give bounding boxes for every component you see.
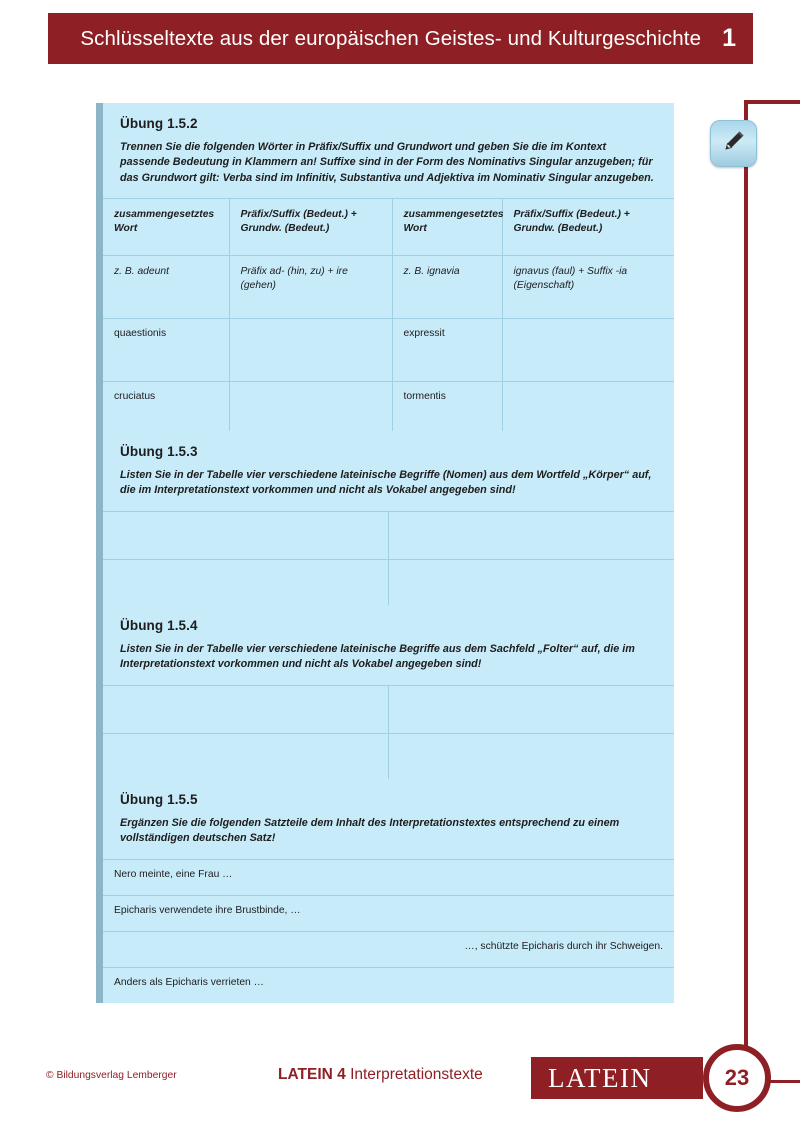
sentence-cell[interactable]: Nero meinte, eine Frau …: [103, 859, 674, 895]
table-header-row: [103, 198, 674, 255]
exercise-box-1-5-5: [96, 779, 674, 1003]
table-cell: quaestionis: [103, 318, 229, 381]
latein-logo-text: LATEIN: [548, 1062, 652, 1093]
exercise-table-1-5-3: [103, 511, 674, 607]
answer-cell[interactable]: [103, 511, 388, 559]
table-cell: tormentis: [392, 381, 502, 444]
exercise-title: Übung 1.5.3: [120, 444, 198, 459]
page-title: Schlüsseltexte aus der europäischen Geistes- und Kulturgeschichte: [80, 26, 702, 50]
table-cell: cruciatus: [103, 381, 229, 444]
answer-cell[interactable]: [103, 559, 388, 607]
sentence-cell[interactable]: …, schützte Epicharis durch ihr Schweigen.: [103, 931, 674, 967]
exercise-instruction: Listen Sie in der Tabelle vier verschiedene lateinische Begriffe aus dem Sachfeld „Folter“ auf, die im Interpretationstext vorkommen und nicht als Vokabel angegeben sind!: [120, 643, 635, 671]
answer-cell[interactable]: [103, 733, 388, 781]
page-number-badge: [703, 1044, 771, 1112]
sentence-row: [103, 967, 674, 1003]
table-cell: ignavus (faul) + Suffix -ia (Eigenschaft): [502, 255, 674, 318]
exercise-instruction: Ergänzen Sie die folgenden Satzteile dem Inhalt des Interpretationstextes entsprechend zu einem vollständigen deutschen Satz!: [120, 817, 620, 845]
table-row: [103, 685, 674, 733]
exercise-title: Übung 1.5.4: [120, 618, 198, 633]
table-cell: z. B. ignavia: [392, 255, 502, 318]
series-label-bold: LATEIN 4: [278, 1066, 346, 1083]
pencil-icon-chip: [710, 120, 757, 167]
sentence-row: [103, 931, 674, 967]
exercise-instruction: Trennen Sie die folgenden Wörter in Präfix/Suffix und Grundwort und geben Sie die im Kontext passende Bedeutung in Klammern an! Suffixe sind in der Form des Nominativs Singular anzugeben; für das Grundwort gilt: Verba sind im Infinitiv, Substantiva und Adjektiva im Nominativ Singular anzugeben.: [120, 141, 654, 184]
margin-rule-top: [744, 100, 800, 104]
exercise-header-1-5-2: [103, 103, 674, 198]
exercise-table-1-5-5: [103, 859, 674, 1003]
column-header: zusammengesetztes Wort: [103, 198, 229, 255]
exercise-title: Übung 1.5.5: [120, 792, 198, 807]
page-number: 23: [724, 1065, 750, 1090]
answer-cell[interactable]: [388, 511, 674, 559]
series-label-light: Interpretationstexte: [350, 1066, 483, 1083]
exercise-box-1-5-2: [96, 103, 674, 444]
answer-cell[interactable]: [388, 559, 674, 607]
margin-rule-vertical: [744, 100, 748, 1065]
exercise-table-1-5-2: [103, 198, 674, 444]
exercise-header-1-5-4: [103, 605, 674, 685]
answer-cell[interactable]: [502, 318, 674, 381]
column-header: Präfix/Suffix (Bedeut.) + Grundw. (Bedeut.): [229, 198, 392, 255]
margin-rule-bottom: [770, 1080, 800, 1083]
exercise-header-1-5-3: [103, 431, 674, 511]
table-cell: z. B. adeunt: [103, 255, 229, 318]
table-row: [103, 511, 674, 559]
exercise-instruction: Listen Sie in der Tabelle vier verschiedene lateinische Begriffe (Nomen) aus dem Wortfeld „Körper“ auf, die im Interpretationstext vorkommen und nicht als Vokabel angegeben sind!: [120, 469, 652, 497]
copyright-text: © Bildungsverlag Lemberger: [46, 1070, 177, 1081]
table-row: [103, 255, 674, 318]
sentence-cell[interactable]: Anders als Epicharis verrieten …: [103, 967, 674, 1003]
sentence-row: [103, 895, 674, 931]
table-cell: expressit: [392, 318, 502, 381]
table-cell: Präfix ad- (hin, zu) + ire (gehen): [229, 255, 392, 318]
table-row: [103, 318, 674, 381]
page-header-band: [48, 13, 753, 64]
answer-cell[interactable]: [388, 685, 674, 733]
sentence-cell[interactable]: Epicharis verwendete ihre Brustbinde, …: [103, 895, 674, 931]
latein-logo: [531, 1057, 703, 1099]
exercise-header-1-5-5: [103, 779, 674, 859]
exercise-box-1-5-4: [96, 605, 674, 781]
series-label: [278, 1066, 483, 1084]
answer-cell[interactable]: [388, 733, 674, 781]
chapter-number: 1: [722, 24, 736, 52]
exercise-box-1-5-3: [96, 431, 674, 607]
exercise-title: Übung 1.5.2: [120, 116, 198, 131]
table-row: [103, 733, 674, 781]
answer-cell[interactable]: [229, 318, 392, 381]
sentence-row: [103, 859, 674, 895]
pencil-icon: [720, 127, 748, 160]
table-row: [103, 559, 674, 607]
column-header: zusammengesetztes Wort: [392, 198, 502, 255]
exercise-table-1-5-4: [103, 685, 674, 781]
column-header: Präfix/Suffix (Bedeut.) + Grundw. (Bedeut.): [502, 198, 674, 255]
answer-cell[interactable]: [103, 685, 388, 733]
